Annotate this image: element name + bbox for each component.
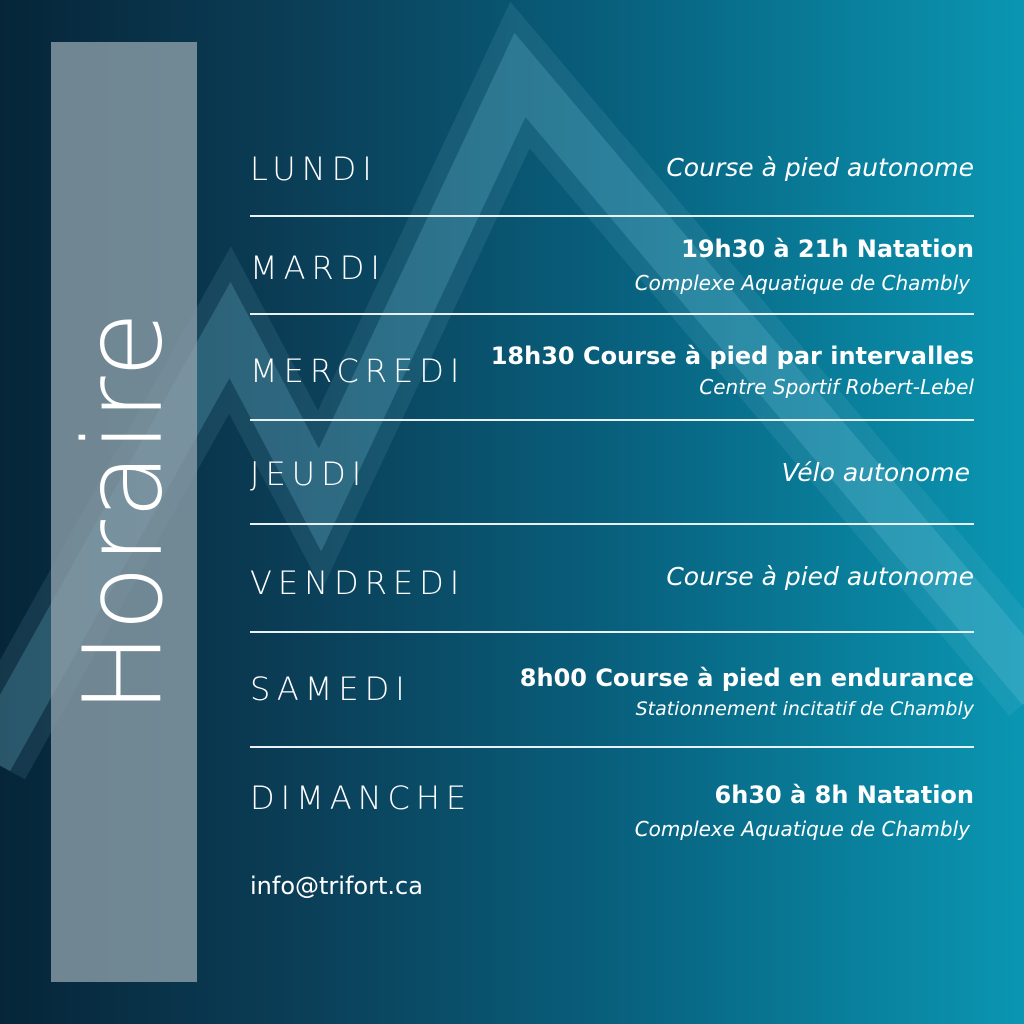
page-title: Horaire	[61, 310, 187, 714]
row-divider	[250, 631, 974, 633]
day-label: LUNDI	[250, 150, 378, 188]
contact-email[interactable]: info@trifort.ca	[250, 872, 423, 900]
activity-text: 18h30 Course à pied par intervalles	[490, 342, 974, 370]
day-label: DIMANCHE	[250, 779, 473, 817]
side-title-panel	[51, 42, 197, 982]
location-text: Complexe Aquatique de Chambly	[634, 271, 970, 295]
day-label: SAMEDI	[250, 670, 411, 708]
activity-text: 6h30 à 8h Natation	[714, 781, 974, 809]
location-text: Complexe Aquatique de Chambly	[634, 817, 970, 841]
row-divider	[250, 746, 974, 748]
location-text: Stationnement incitatif de Chambly	[635, 698, 974, 720]
row-divider	[250, 215, 974, 217]
day-label: MARDI	[250, 249, 386, 287]
day-label: MERCREDI	[250, 352, 466, 390]
day-label: VENDREDI	[250, 564, 466, 602]
activity-text: Course à pied autonome	[666, 562, 974, 591]
row-divider	[250, 523, 974, 525]
row-divider	[250, 419, 974, 421]
day-label: JEUDI	[250, 455, 368, 493]
activity-text: Vélo autonome	[781, 458, 970, 487]
activity-text: 19h30 à 21h Natation	[681, 235, 974, 263]
location-text: Centre Sportif Robert-Lebel	[699, 375, 974, 399]
row-divider	[250, 313, 974, 315]
activity-text: Course à pied autonome	[666, 153, 974, 182]
activity-text: 8h00 Course à pied en endurance	[519, 664, 974, 692]
